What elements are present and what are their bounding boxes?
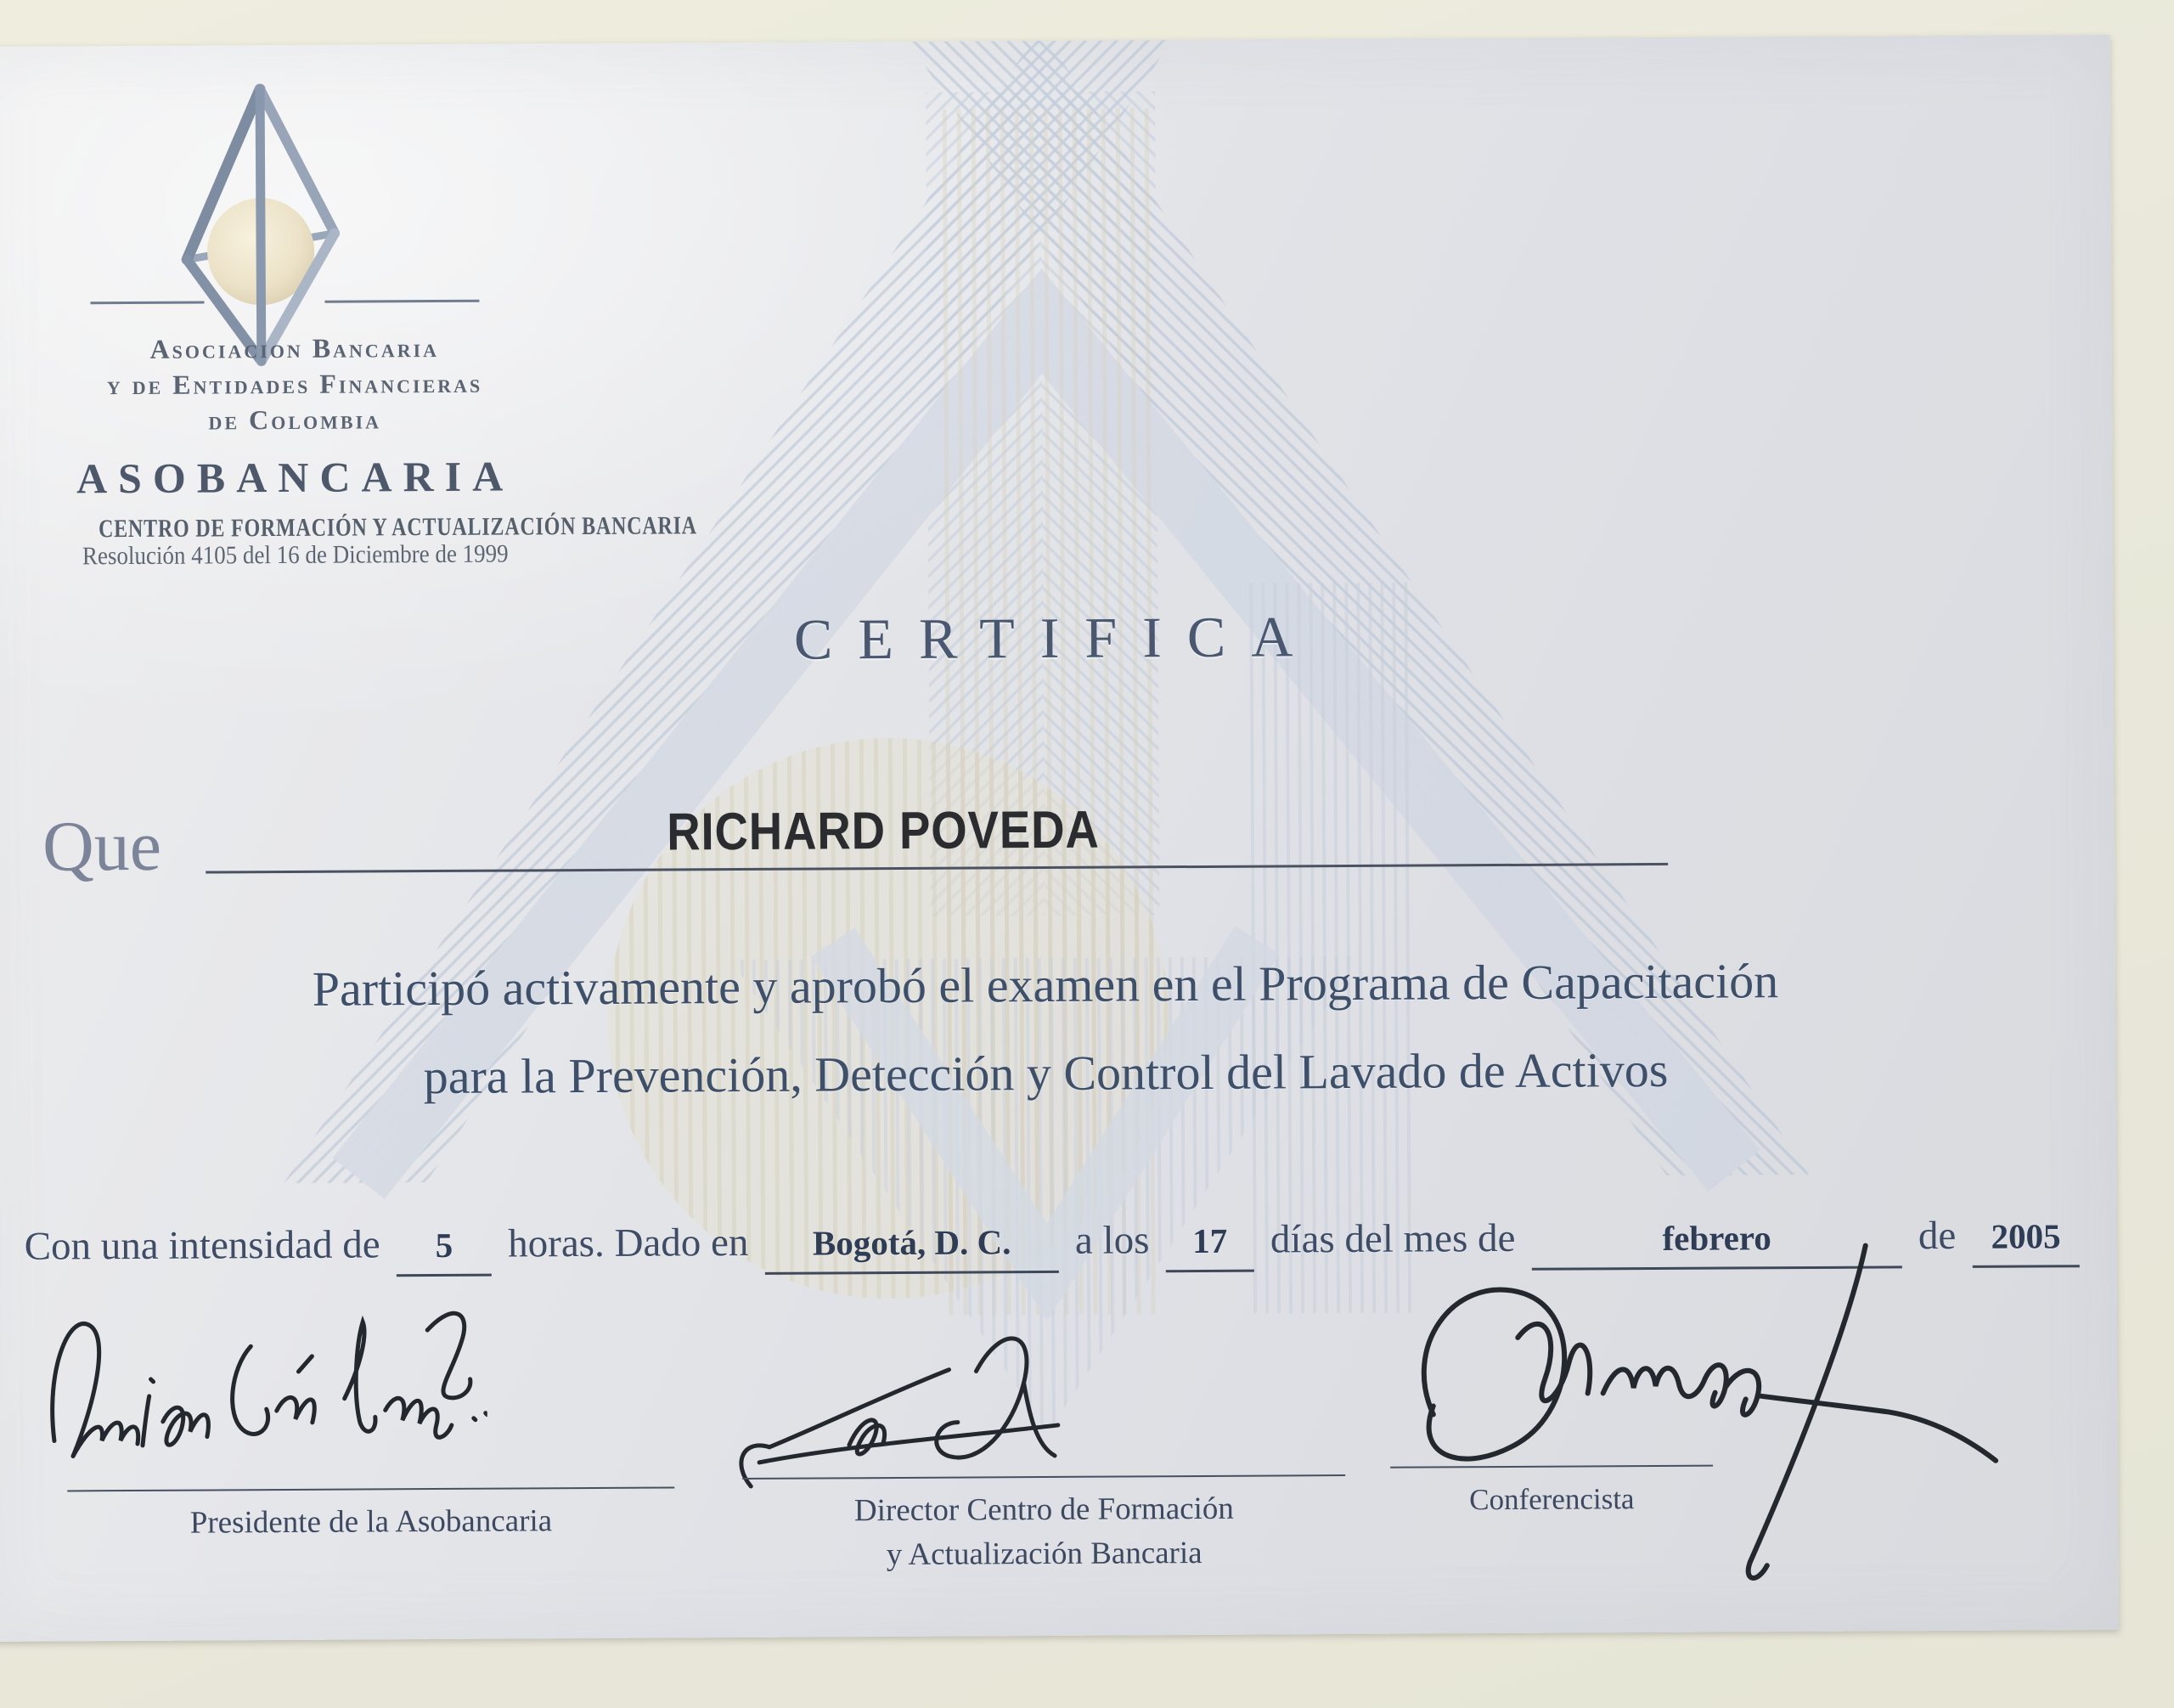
- intensity-label: Con una intensidad de: [24, 1222, 380, 1269]
- brand-name: ASOBANCARIA: [76, 452, 515, 503]
- certifica-title: CERTIFICA: [793, 604, 1319, 672]
- statement-line-2: para la Prevención, Detección y Control del Lavado de Activos: [423, 1041, 1669, 1105]
- de-label: de: [1918, 1214, 1957, 1259]
- place-value: Bogotá, D. C.: [765, 1221, 1059, 1275]
- resolution-line: Resolución 4105 del 16 de Diciembre de 1999: [82, 539, 510, 571]
- director-role-label: [742, 1486, 1346, 1578]
- statement-line-1: Participó activamente y aprobó el examen en el Programa de Capacitación: [312, 953, 1779, 1017]
- asobancaria-pyramid-logo-icon: [172, 79, 349, 369]
- hours-value: 5: [397, 1225, 492, 1277]
- signature-president-handwriting: [28, 1286, 487, 1509]
- recipient-name: RICHARD POVEDA: [667, 800, 1100, 862]
- dias-del-mes-label: días del mes de: [1270, 1215, 1516, 1262]
- day-value: 17: [1166, 1220, 1254, 1273]
- a-los-label: a los: [1074, 1218, 1150, 1263]
- org-name-line-2: y de Entidades Financieras: [106, 367, 483, 401]
- year-value: 2005: [1972, 1215, 2079, 1268]
- president-role-label: Presidente de la Asobancaria: [189, 1503, 553, 1541]
- org-name-line-1: Asociacion Bancaria: [149, 331, 440, 364]
- signature-speaker-handwriting: [1360, 1224, 2050, 1636]
- letterhead: [23, 329, 697, 572]
- speaker-role-label: Conferencista: [1469, 1482, 1635, 1517]
- certificate-paper: [0, 35, 2119, 1642]
- director-role-line-1: Director Centro de Formación: [853, 1491, 1234, 1529]
- training-center-name: CENTRO DE FORMACIÓN Y ACTUALIZACIÓN BANCARIA: [98, 511, 697, 544]
- signature-director-handwriting: [721, 1317, 1129, 1515]
- hours-suffix-label: horas. Dado en: [508, 1220, 749, 1266]
- director-role-line-2: y Actualización Bancaria: [886, 1535, 1202, 1573]
- que-label: Que: [42, 806, 162, 887]
- org-name-line-3: de Colombia: [208, 403, 382, 436]
- month-value: febrero: [1532, 1216, 1902, 1270]
